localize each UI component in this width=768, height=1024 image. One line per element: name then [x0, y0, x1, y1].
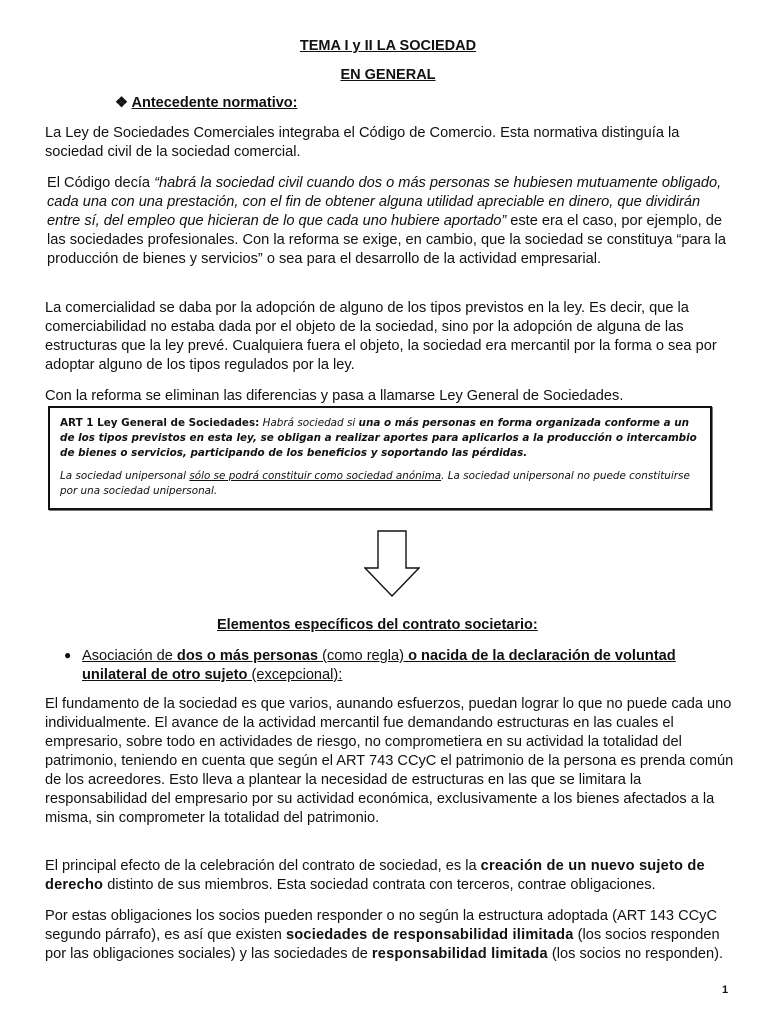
article-1-text: ART 1 Ley General de Sociedades: Habrá sociedad si una o más personas en forma organizada conforme a un de los tipos previstos en esta ley, se obligan a realizar aportes para aplicarlos a la producción o intercambio de bienes o servicios, participando de los beneficios y soportando las pérdidas.: [60, 417, 697, 459]
paragraph-6: El principal efecto de la celebración del contrato de sociedad, es la creación de un nuevo sujeto de derecho distinto de sus miembros. Esta sociedad contrata con terceros, contrae obligaciones.: [45, 858, 705, 893]
diamond-bullet-icon: ❖: [115, 95, 128, 111]
page-number: 1: [722, 984, 729, 996]
paragraph-4: Con la reforma se eliminan las diferencias y pasa a llamarse Ley General de Sociedades.: [45, 388, 624, 404]
section-heading-elementos: Elementos específicos del contrato societario:: [217, 617, 538, 633]
down-arrow-icon: [364, 530, 420, 598]
paragraph-2: El Código decía “habrá la sociedad civil cuando dos o más personas se hubiesen mutuamente obligado, cada una con una prestación, con el fin de obtener alguna utilidad apreciable en dinero, que dividirán entre sí, del empleo que hicieran de lo que cada uno hubiere aportado” este era el caso, por ejemplo, de las sociedades profesionales. Con la reforma se exige, en cambio, que la sociedad se constituya “para la producción de bienes y servicios” o sea para el desarrollo de la actividad empresarial.: [47, 175, 726, 267]
paragraph-5: El fundamento de la sociedad es que varios, aunando esfuerzos, puedan lograr lo que no puede cada uno individualmente. El avance de la actividad mercantil fue demandando estructuras en las cuales el empresario, sobre todo en actividades de riesgo, no comprometiera en su actividad la totalidad del patrimonio, teniendo en cuenta que según el ART 743 CCyC el patrimonio de la persona es prenda común de los acreedores. Esto lleva a plantear la necesidad de estructuras en las que se limitara la responsabilidad del empresario por su actividad económica, exclusivamente a los bienes afectados a la misma, sin comprometer la totalidad del patrimonio.: [45, 696, 734, 826]
article-1-unipersonal: La sociedad unipersonal sólo se podrá constituir como sociedad anónima. La sociedad unipersonal no puede constituirse por una sociedad unipersonal.: [60, 470, 690, 497]
paragraph-1: La Ley de Sociedades Comerciales integraba el Código de Comercio. Esta normativa distinguía la sociedad civil de la sociedad comercial.: [45, 125, 680, 160]
codigo-quote: “habrá la sociedad civil cuando dos o más personas se hubiesen mutuamente obligado, cada una con una prestación, con el fin de obtener alguna utilidad apreciable en dinero, que dividirán entre sí, del empleo que hicieran de lo que cada uno hubiere aportado”: [47, 175, 722, 229]
document-title: TEMA I y II LA SOCIEDAD: [299, 38, 477, 54]
document-subtitle: EN GENERAL: [340, 67, 436, 83]
section-heading-text: Antecedente normativo:: [131, 95, 298, 111]
bullet-item-asociacion: Asociación de dos o más personas (como regla) o nacida de la declaración de voluntad unilateral de otro sujeto (excepcional):: [82, 648, 676, 683]
paragraph-3: La comercialidad se daba por la adopción de alguno de los tipos previstos en la ley. Es decir, que la comerciabilidad no estaba dada por el objeto de la sociedad, sino por la adopción de alguna de las estructuras que la ley prevé. Cualquiera fuera el objeto, la sociedad era mercantil por la forma o sea por adoptar alguno de los tipos regulados por la ley.: [45, 300, 717, 373]
section-heading-antecedente: [115, 95, 297, 111]
paragraph-7: Por estas obligaciones los socios pueden responder o no según la estructura adoptada (ART 143 CCyC segundo párrafo), es así que existen sociedades de responsabilidad ilimitada (los socios responden por las obligaciones sociales) y las sociedades de responsabilidad limitada (los socios no responden).: [45, 908, 724, 962]
article-box: [48, 406, 712, 510]
bullet-dot-icon: ●: [64, 648, 72, 662]
